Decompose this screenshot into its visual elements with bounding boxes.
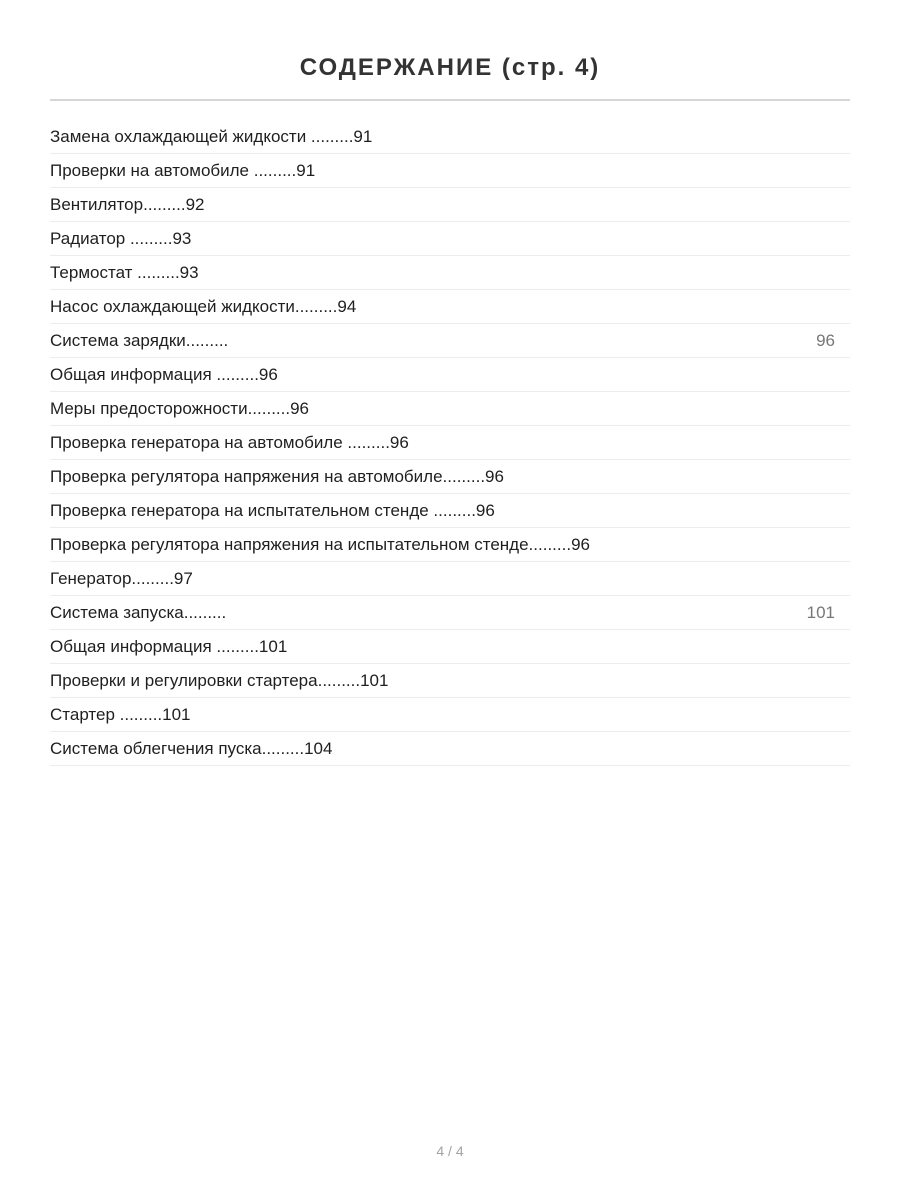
toc-section-entry[interactable] [50,596,850,630]
toc-entry-text: Проверка генератора на автомобиле .........96 [50,432,409,452]
toc-entry[interactable] [50,528,850,562]
toc-entry-text: Насос охлаждающей жидкости.........94 [50,296,357,316]
toc-entry-text: Система запуска......... [50,602,227,622]
toc-entry-text: Замена охлаждающей жидкости .........91 [50,126,373,146]
toc-entry[interactable] [50,392,850,426]
toc-entry-text: Проверка регулятора напряжения на испытательном стенде.........96 [50,534,590,554]
toc-entry[interactable] [50,460,850,494]
toc-entry-text: Проверки и регулировки стартера.........101 [50,670,389,690]
toc-entry[interactable] [50,358,850,392]
toc-entry-text: Система зарядки......... [50,330,229,350]
toc-entry-text: Генератор.........97 [50,568,193,588]
title-divider [50,99,850,101]
page-indicator: 4 / 4 [436,1143,464,1159]
toc-entry[interactable] [50,154,850,188]
toc-entry[interactable] [50,562,850,596]
toc-page-number: 96 [816,330,835,350]
toc-entry[interactable] [50,120,850,154]
toc-entry[interactable] [50,630,850,664]
toc-entry-text: Проверка генератора на испытательном стенде .........96 [50,500,495,520]
toc-entry[interactable] [50,256,850,290]
toc-entry[interactable] [50,222,850,256]
toc-entry-text: Термостат .........93 [50,262,199,282]
toc-entry[interactable] [50,494,850,528]
page-title: СОДЕРЖАНИЕ (стр. 4) [299,54,601,82]
toc-entry-text: Вентилятор.........92 [50,194,205,214]
toc-page-number: 101 [806,602,835,622]
toc-entry-text: Общая информация .........101 [50,636,288,656]
toc-entry[interactable] [50,732,850,766]
toc-entry-text: Общая информация .........96 [50,364,278,384]
toc-entry[interactable] [50,664,850,698]
toc-entry[interactable] [50,188,850,222]
toc-entry[interactable] [50,426,850,460]
toc-entry-text: Радиатор .........93 [50,228,192,248]
toc-entry-text: Меры предосторожности.........96 [50,398,310,418]
toc-list [50,120,850,766]
toc-section-entry[interactable] [50,324,850,358]
toc-entry-text: Проверки на автомобиле .........91 [50,160,316,180]
toc-entry[interactable] [50,698,850,732]
toc-entry[interactable] [50,290,850,324]
toc-entry-text: Система облегчения пуска.........104 [50,738,333,758]
toc-entry-text: Проверка регулятора напряжения на автомобиле.........96 [50,466,504,486]
toc-entry-text: Стартер .........101 [50,704,191,724]
